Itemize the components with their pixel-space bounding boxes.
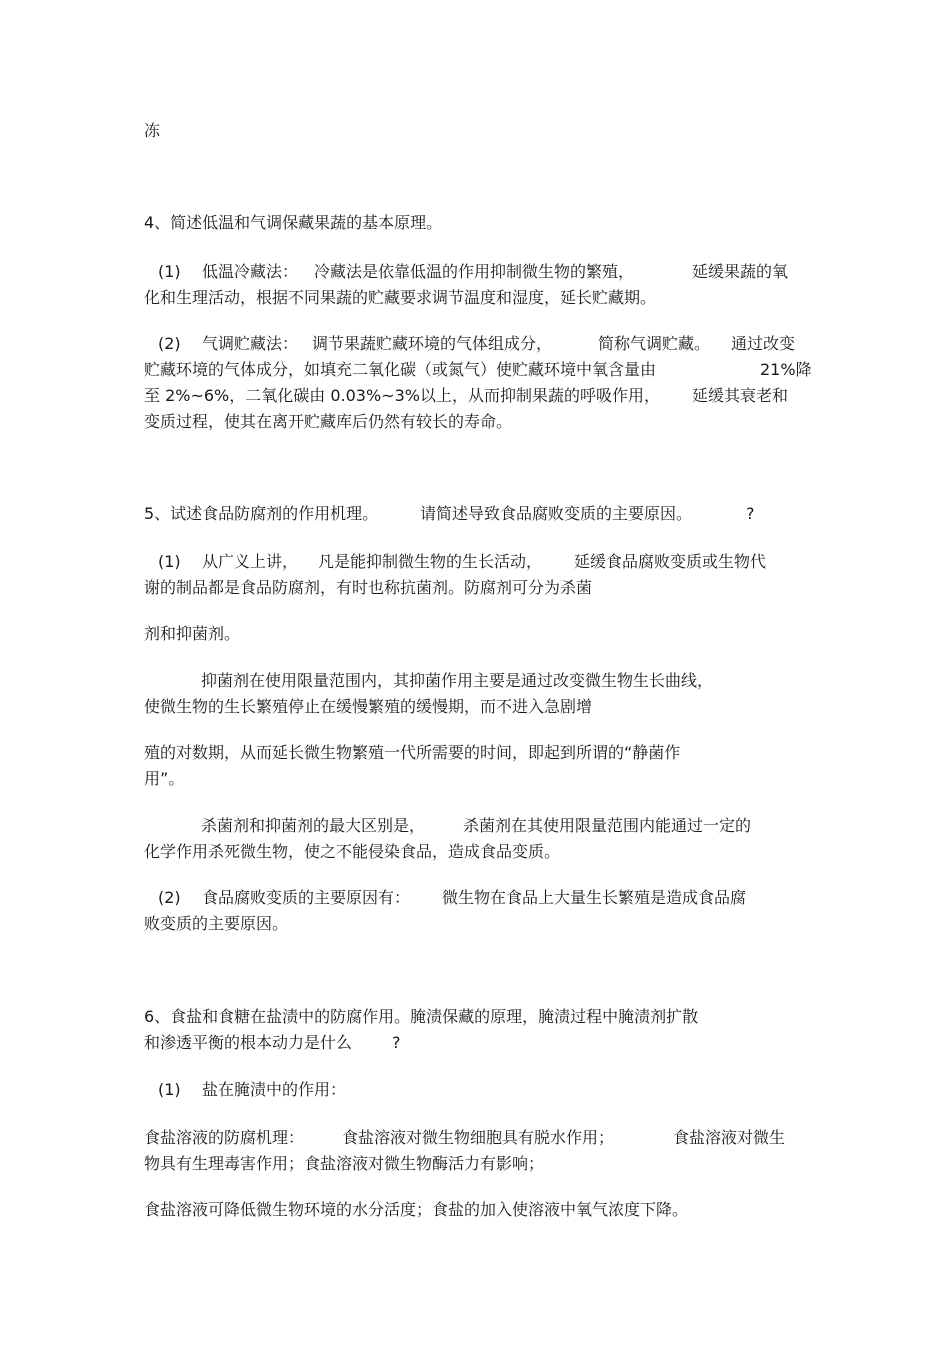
question-6-title-line-2: [144, 1032, 401, 1054]
q5-title-a: 5、试述食品防腐剂的作用机理。: [144, 504, 379, 523]
q5-p1-text-b: 凡是能抑制微生物的生长活动，: [318, 552, 543, 571]
q4-p2-line-4: 变质过程，使其在离开贮藏库后仍然有较长的寿命。: [144, 412, 513, 431]
q5-p2-line-1: [158, 887, 746, 909]
q6-salt-text-c: 食盐溶液对微生: [673, 1128, 786, 1147]
q5-p1-text-a: 从广义上讲，: [202, 552, 299, 571]
q4-p2-line-2: [144, 359, 812, 381]
q4-p1-text-a: 冷藏法是依靠低温的作用抑制微生物的繁殖，: [314, 262, 635, 281]
top-fragment: 冻: [144, 121, 161, 140]
q5-p1-text-c: 延缓食品腐败变质或生物代: [574, 552, 767, 571]
q4-p1-line-1: [158, 261, 788, 283]
q6-title-mark: ?: [392, 1033, 401, 1052]
q5-p2-text-a: 食品腐败变质的主要原因有：: [202, 888, 411, 907]
q5-difference-line-2: 化学作用杀死微生物，使之不能侵染食品，造成食品变质。: [144, 842, 561, 861]
q6-salt-text-b: 食盐溶液对微生物细胞具有脱水作用；: [342, 1128, 615, 1147]
q6-salt-line-2: 物具有生理毒害作用；食盐溶液对微生物酶活力有影响；: [144, 1154, 545, 1173]
question-5-title: [144, 503, 755, 525]
q5-title-b: 请简述导致食品腐败变质的主要原因。: [420, 504, 693, 523]
q6-salt-text-a: 食盐溶液的防腐机理：: [144, 1128, 305, 1147]
q4-p2-text-c: 通过改变: [731, 334, 796, 353]
q6-salt-line-1: [144, 1127, 785, 1149]
q4-p1-line-2: 化和生理活动，根据不同果蔬的贮藏要求调节温度和湿度，延长贮藏期。: [144, 288, 657, 307]
q5-p1-line-1: [158, 551, 766, 573]
q5-bacteriostat-line-3: 殖的对数期，从而延长微生物繁殖一代所需要的时间，即起到所谓的“静菌作: [144, 743, 681, 762]
q4-p2-text-f: 至 2%~6%，二氧化碳由 0.03%~3%以上，从而抑制果蔬的呼吸作用，: [144, 386, 660, 405]
q5-bacteriostat-line-2: 使微生物的生长繁殖停止在缓慢繁殖的缓慢期，而不进入急剧增: [144, 697, 593, 716]
q5-bacteriostat-line-1: 抑菌剂在使用限量范围内，其抑菌作用主要是通过改变微生物生长曲线，: [201, 671, 714, 690]
q5-p1-line-3: 剂和抑菌剂。: [144, 624, 241, 643]
q4-p2-text-a: 调节果蔬贮藏环境的气体组成分，: [312, 334, 553, 353]
q5-difference-line-1: [201, 815, 751, 837]
q5-bacteriostat-line-4: 用”。: [144, 769, 185, 788]
question-4-title: 4、简述低温和气调保藏果蔬的基本原理。: [144, 213, 443, 232]
q6-p1-line: [158, 1079, 346, 1101]
q5-p2-line-2: 败变质的主要原因。: [144, 914, 289, 933]
q4-p2-text-g: 延缓其衰老和: [692, 386, 789, 405]
q4-p2-text-e: 21%降: [760, 360, 812, 379]
q5-p2-number: (2): [158, 888, 181, 907]
q6-p1-text: 盐在腌渍中的作用：: [202, 1080, 347, 1099]
q5-diff-text-a: 杀菌剂和抑菌剂的最大区别是，: [201, 816, 426, 835]
q5-diff-text-b: 杀菌剂在其使用限量范围内能通过一定的: [463, 816, 752, 835]
q4-p1-text-b: 延缓果蔬的氧: [692, 262, 789, 281]
q5-p2-text-b: 微生物在食品上大量生长繁殖是造成食品腐: [442, 888, 747, 907]
q4-p2-text-b: 简称气调贮藏。: [598, 334, 711, 353]
q6-salt-line-3: 食盐溶液可降低微生物环境的水分活度；食盐的加入使溶液中氧气浓度下降。: [144, 1200, 689, 1219]
q4-p2-text-d: 贮藏环境的气体成分，如填充二氧化碳（或氮气）使贮藏环境中氧含量由: [144, 360, 657, 379]
q4-p1-number: (1): [158, 262, 181, 281]
question-6-title-line-1: 6、食盐和食糖在盐渍中的防腐作用。腌渍保藏的原理，腌渍过程中腌渍剂扩散: [144, 1007, 699, 1026]
q4-p2-number: (2): [158, 334, 181, 353]
q4-p2-line-1: [158, 333, 795, 355]
q4-p1-heading: 低温冷藏法：: [202, 262, 299, 281]
q4-p2-line-3: [144, 385, 788, 407]
q5-title-c: ?: [746, 504, 755, 523]
q5-p1-line-2: 谢的制品都是食品防腐剂，有时也称抗菌剂。防腐剂可分为杀菌: [144, 578, 593, 597]
q5-p1-number: (1): [158, 552, 181, 571]
q6-title-text: 和渗透平衡的根本动力是什么: [144, 1033, 353, 1052]
q4-p2-heading: 气调贮藏法：: [202, 334, 299, 353]
q6-p1-number: (1): [158, 1080, 181, 1099]
